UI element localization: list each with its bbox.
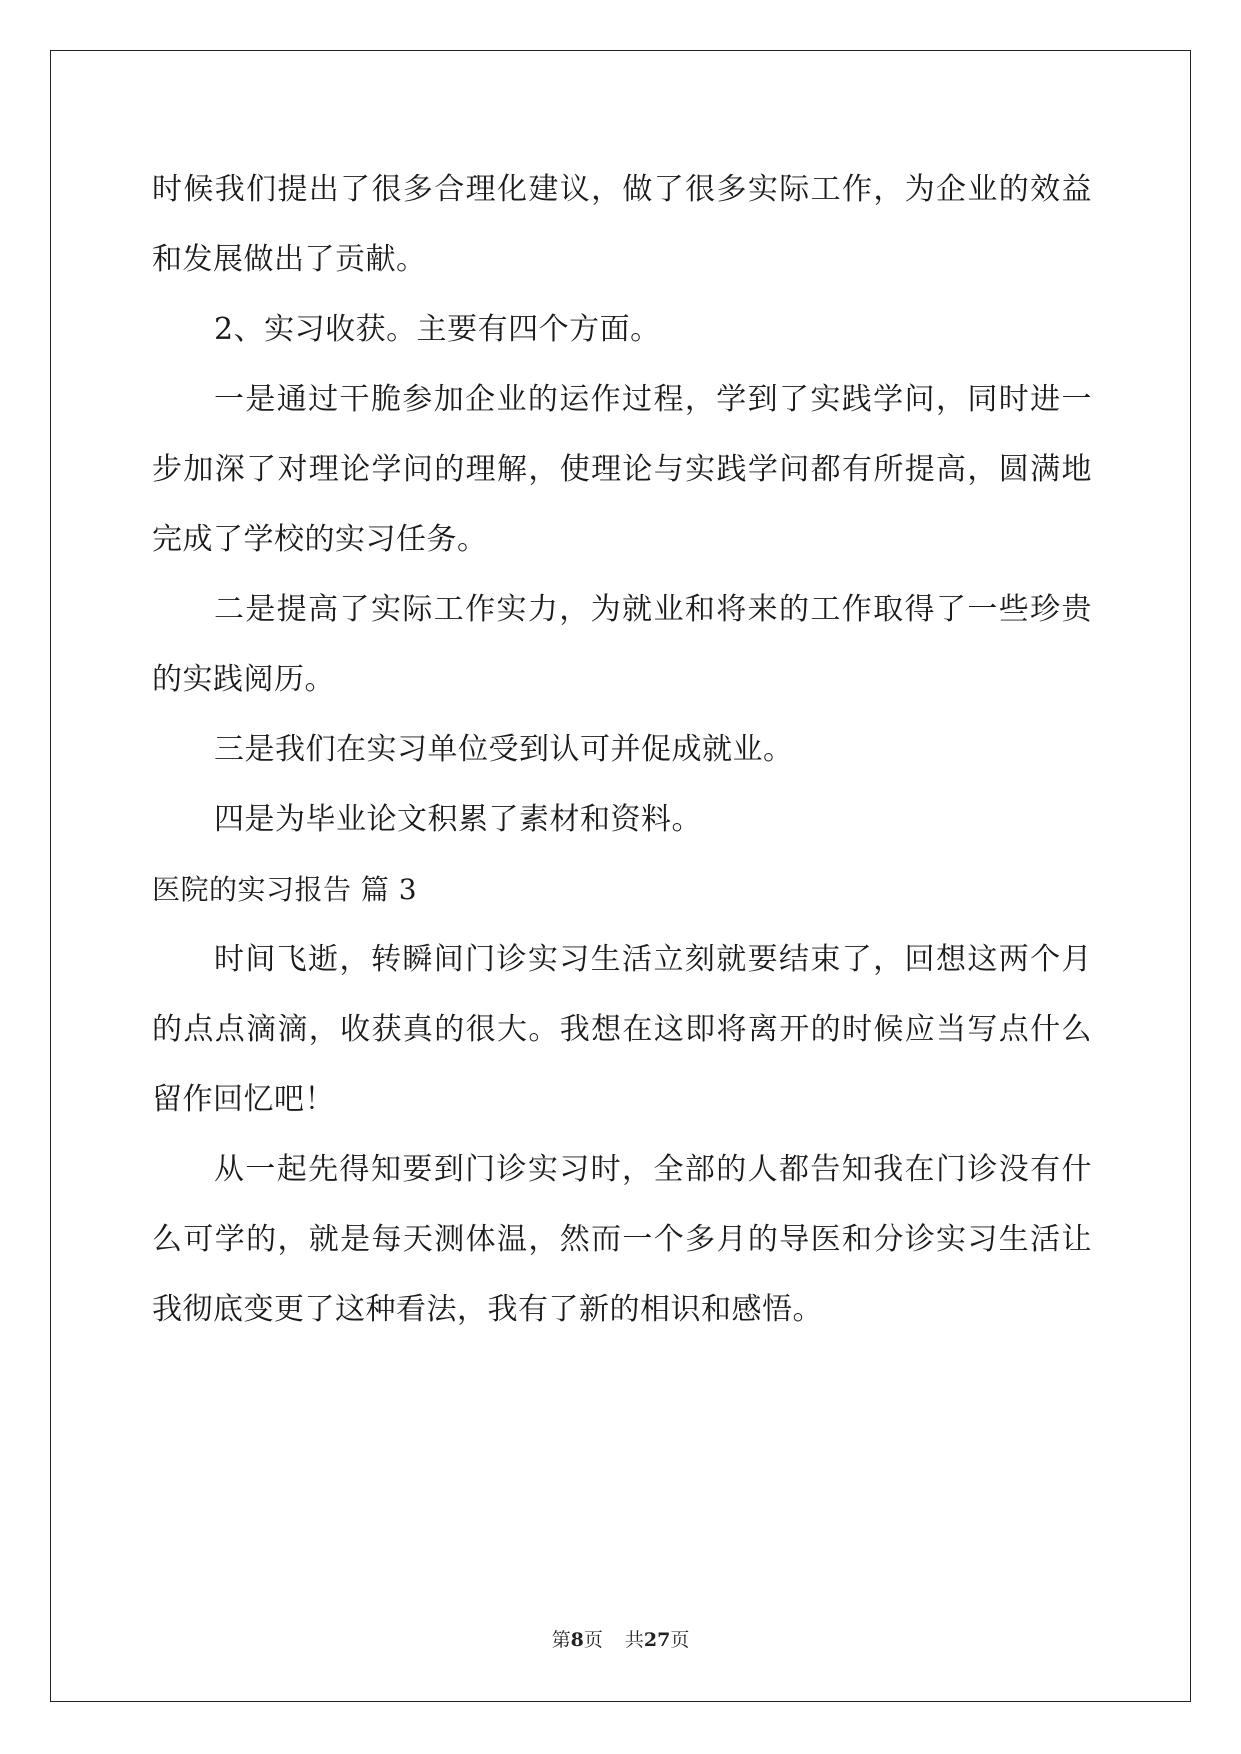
text-line: 二是提高了实际工作实力，为就业和将来的工作取得了一些珍贵 (214, 592, 1092, 627)
page-prefix: 第 (551, 1629, 571, 1651)
total-prefix: 共 (624, 1629, 644, 1651)
text-line: 时间飞逝，转瞬间门诊实习生活立刻就要结束了，回想这两个月 (214, 942, 1092, 977)
text-line: 步加深了对理论学问的理解，使理论与实践学问都有所提高，圆满地 (152, 452, 1092, 487)
section-heading: 医院的实习报告 篇 3 (152, 873, 418, 906)
text-line: 四是为毕业论文积累了素材和资料。 (214, 802, 702, 837)
text-line: 完成了学校的实习任务。 (152, 522, 488, 557)
text-line: 一是通过干脆参加企业的运作过程，学到了实践学问，同时进一 (214, 382, 1092, 417)
page-suffix: 页 (583, 1629, 603, 1651)
text-line: 时候我们提出了很多合理化建议，做了很多实际工作，为企业的效益 (152, 172, 1092, 207)
text-line: 和发展做出了贡献。 (152, 242, 427, 277)
text-line: 的点点滴滴，收获真的很大。我想在这即将离开的时候应当写点什么 (152, 1012, 1092, 1047)
total-pages: 27 (643, 1629, 671, 1651)
text-line: 三是我们在实习单位受到认可并促成就业。 (214, 732, 794, 767)
text-line: 的实践阅历。 (152, 662, 335, 697)
text-line: 我彻底变更了这种看法，我有了新的相识和感悟。 (152, 1292, 823, 1327)
total-suffix: 页 (670, 1629, 690, 1651)
text-line: 么可学的，就是每天测体温，然而一个多月的导医和分诊实习生活让 (152, 1222, 1092, 1257)
text-line: 留作回忆吧！ (152, 1082, 335, 1117)
page-number: 8 (570, 1629, 584, 1651)
text-line: 2、实习收获。主要有四个方面。 (214, 312, 661, 347)
page-footer (0, 1628, 1241, 1652)
text-line: 从一起先得知要到门诊实习时，全部的人都告知我在门诊没有什 (214, 1152, 1092, 1187)
